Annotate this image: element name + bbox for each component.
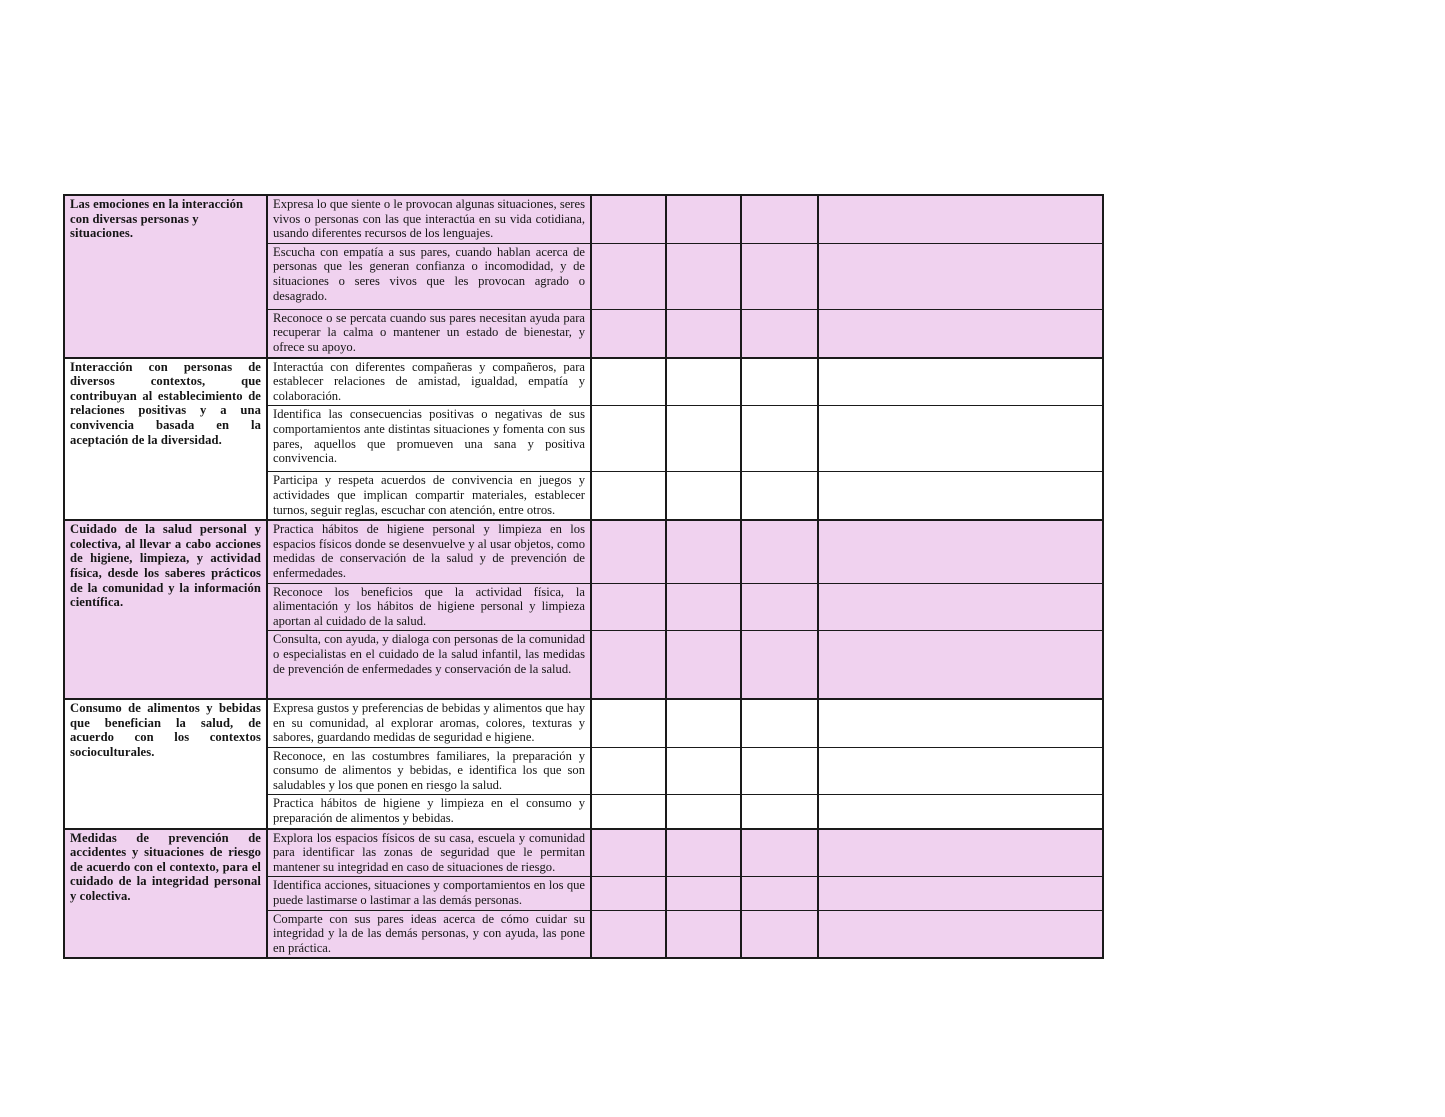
empty-cell [666,910,741,958]
empty-cell [741,358,818,406]
empty-cell [741,195,818,243]
empty-cell [818,309,1103,357]
empty-cell [591,358,666,406]
empty-cell [666,631,741,699]
empty-cell [666,747,741,795]
empty-cell [741,699,818,747]
empty-cell [818,747,1103,795]
empty-cell [741,795,818,829]
empty-cell [591,309,666,357]
empty-cell [741,583,818,631]
empty-cell [666,406,741,472]
descriptor-cell: Reconoce o se percata cuando sus pares necesitan ayuda para recuperar la calma o mantener un estado de bienestar, y ofrece su apoyo. [267,309,591,357]
empty-cell [591,195,666,243]
empty-cell [818,583,1103,631]
empty-cell [818,910,1103,958]
descriptor-cell: Expresa gustos y preferencias de bebidas y alimentos que hay en su comunidad, al explorar aromas, colores, texturas y sabores, guardando medidas de seguridad e higiene. [267,699,591,747]
empty-cell [591,877,666,910]
empty-cell [818,699,1103,747]
descriptor-cell: Interactúa con diferentes compañeras y compañeros, para establecer relaciones de amistad, igualdad, empatía y colaboración. [267,358,591,406]
empty-cell [818,795,1103,829]
empty-cell [818,195,1103,243]
empty-cell [741,829,818,877]
empty-cell [741,309,818,357]
empty-cell [818,406,1103,472]
table-row [64,829,1103,877]
empty-cell [666,309,741,357]
empty-cell [666,877,741,910]
empty-cell [818,829,1103,877]
descriptor-cell: Expresa lo que siente o le provocan algunas situaciones, seres vivos o personas con las que interactúa en su vida cotidiana, usando diferentes recursos de los lenguajes. [267,195,591,243]
empty-cell [818,358,1103,406]
empty-cell [666,699,741,747]
category-title-interaccion: Interacción con personas de diversos contextos, que contribuyan al establecimiento de relaciones positivas y a una convivencia basada en la aceptación de la diversidad. [64,358,267,521]
empty-cell [741,243,818,309]
empty-cell [591,699,666,747]
descriptor-cell: Reconoce, en las costumbres familiares, la preparación y consumo de alimentos y bebidas, e identifica los que son saludables y los que ponen en riesgo la salud. [267,747,591,795]
descriptor-cell: Explora los espacios físicos de su casa, escuela y comunidad para identificar las zonas de seguridad que le permitan mantener su integridad en caso de situaciones de riesgo. [267,829,591,877]
empty-cell [666,520,741,583]
empty-cell [741,520,818,583]
empty-cell [741,910,818,958]
empty-cell [666,195,741,243]
descriptor-cell: Participa y respeta acuerdos de convivencia en juegos y actividades que implican compartir materiales, establecer turnos, seguir reglas, escuchar con atención, entre otros. [267,472,591,520]
empty-cell [591,747,666,795]
empty-cell [818,472,1103,520]
descriptor-cell: Consulta, con ayuda, y dialoga con personas de la comunidad o especialistas en el cuidado de la salud infantil, las medidas de prevención de enfermedades y conservación de la salud. [267,631,591,699]
descriptor-cell: Identifica las consecuencias positivas o negativas de sus comportamientos ante distintas situaciones y fomenta con sus pares, aquellos que promueven una sana y positiva convivencia. [267,406,591,472]
descriptor-cell: Comparte con sus pares ideas acerca de cómo cuidar su integridad y la de las demás personas, y con ayuda, las pone en práctica. [267,910,591,958]
empty-cell [591,472,666,520]
empty-cell [818,877,1103,910]
empty-cell [741,877,818,910]
empty-cell [818,631,1103,699]
empty-cell [591,583,666,631]
descriptor-cell: Practica hábitos de higiene personal y limpieza en los espacios físicos donde se desenvuelve y al usar objetos, como medidas de conservación de la salud y de prevención de enfermedades. [267,520,591,583]
empty-cell [591,631,666,699]
empty-cell [818,520,1103,583]
empty-cell [666,472,741,520]
curriculum-table [63,194,1104,959]
empty-cell [666,795,741,829]
descriptor-cell: Practica hábitos de higiene y limpieza en el consumo y preparación de alimentos y bebidas. [267,795,591,829]
empty-cell [666,829,741,877]
empty-cell [741,747,818,795]
empty-cell [591,520,666,583]
descriptor-cell: Reconoce los beneficios que la actividad física, la alimentación y los hábitos de higiene personal y limpieza aportan al cuidado de la salud. [267,583,591,631]
empty-cell [666,358,741,406]
table-row [64,195,1103,243]
empty-cell [591,406,666,472]
category-title-cuidado-salud: Cuidado de la salud personal y colectiva, al llevar a cabo acciones de higiene, limpieza, y actividad física, desde los saberes prácticos de la comunidad y la información científica. [64,520,267,699]
descriptor-cell: Escucha con empatía a sus pares, cuando hablan acerca de personas que les generan confianza o incomodidad, y de situaciones o seres vivos que les provocan agrado o desagrado. [267,243,591,309]
empty-cell [741,406,818,472]
category-title-consumo-alimentos: Consumo de alimentos y bebidas que benefician la salud, de acuerdo con los contextos socioculturales. [64,699,267,829]
empty-cell [741,631,818,699]
empty-cell [741,472,818,520]
table-row [64,699,1103,747]
category-title-emociones: Las emociones en la interacción con diversas personas y situaciones. [64,195,267,358]
empty-cell [591,795,666,829]
empty-cell [591,243,666,309]
table-row [64,520,1103,583]
empty-cell [591,910,666,958]
empty-cell [591,829,666,877]
empty-cell [818,243,1103,309]
empty-cell [666,583,741,631]
category-title-medidas-prevencion: Medidas de prevención de accidentes y situaciones de riesgo de acuerdo con el contexto, para el cuidado de la integridad personal y colectiva. [64,829,267,959]
empty-cell [666,243,741,309]
table-row [64,358,1103,406]
descriptor-cell: Identifica acciones, situaciones y comportamientos en los que puede lastimarse o lastimar a las demás personas. [267,877,591,910]
